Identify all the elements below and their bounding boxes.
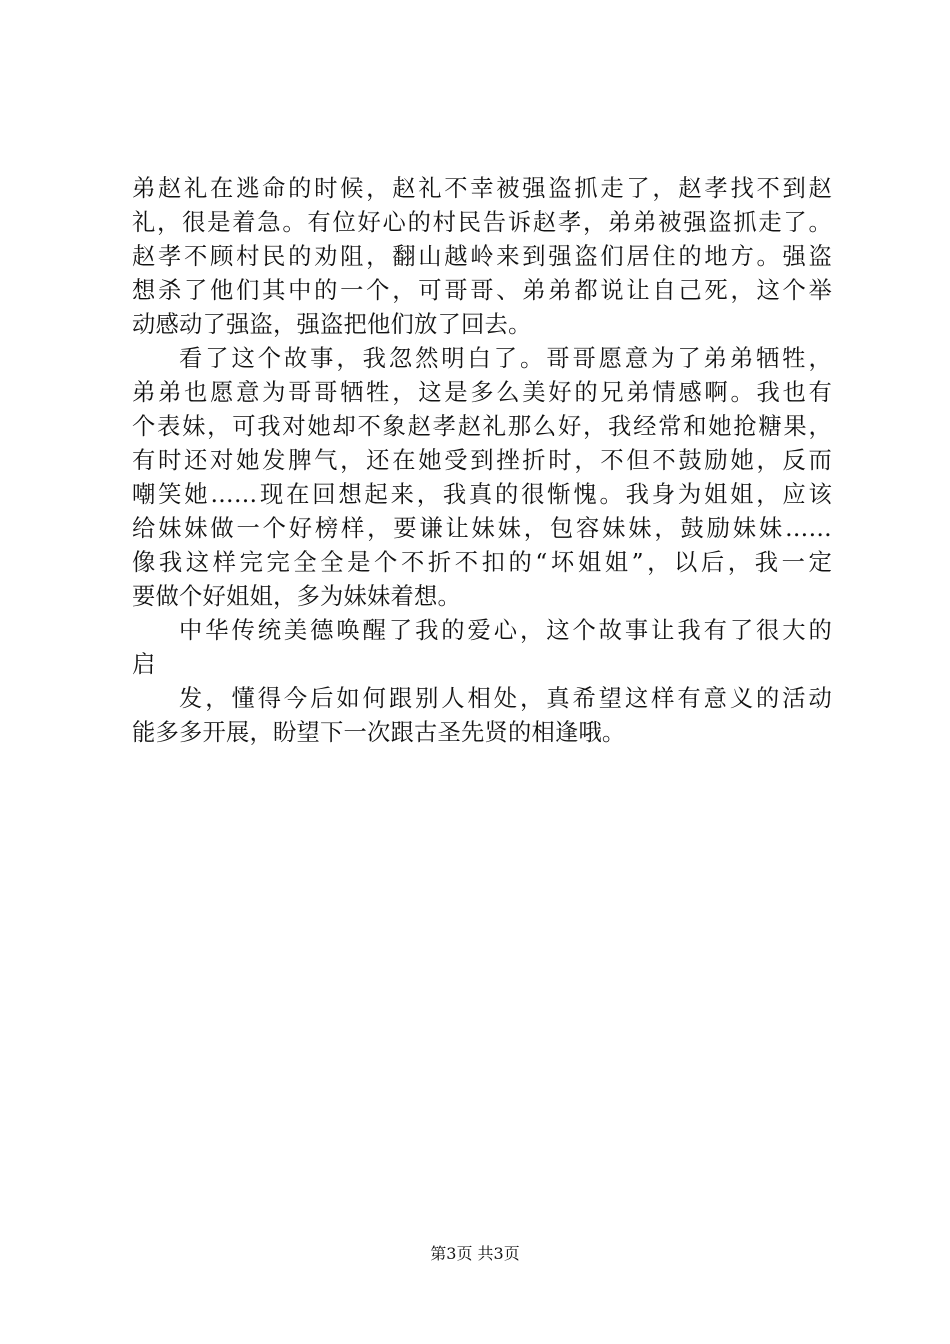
text-line: 发，懂得今后如何跟别人相处，真希望这样有意义的活动 — [179, 685, 832, 712]
text-line: 动感动了强盗，强盗把他们放了回去。 — [132, 311, 532, 338]
text-line: 有时还对她发脾气，还在她受到挫折时，不但不鼓励她，反而 — [132, 447, 832, 474]
text-line: 看了这个故事，我忽然明白了。哥哥愿意为了弟弟牺牲， — [179, 345, 832, 372]
text-line: 想杀了他们其中的一个，可哥哥、弟弟都说让自己死，这个举 — [132, 277, 832, 304]
text-line: 礼，很是着急。有位好心的村民告诉赵孝，弟弟被强盗抓走了。 — [132, 209, 832, 236]
text-line: 给妹妹做一个好榜样，要谦让妹妹，包容妹妹，鼓励妹妹…… — [132, 515, 832, 542]
text-line: 嘲笑她……现在回想起来，我真的很惭愧。我身为姐姐，应该 — [132, 481, 832, 508]
text-line: 中华传统美德唤醒了我的爱心，这个故事让我有了很大的 — [179, 617, 832, 644]
text-line: 像我这样完完全全是个不折不扣的“坏姐姐”，以后，我一定 — [132, 549, 832, 576]
body-text — [132, 172, 832, 750]
text-line: 要做个好姐姐，多为妹妹着想。 — [132, 583, 461, 610]
page-footer: 第3页 共3页 — [430, 1244, 520, 1263]
text-line: 弟弟也愿意为哥哥牺牲，这是多么美好的兄弟情感啊。我也有 — [132, 379, 832, 406]
text-line: 能多多开展，盼望下一次跟古圣先贤的相逢哦。 — [132, 719, 626, 746]
text-line: 弟赵礼在逃命的时候，赵礼不幸被强盗抓走了，赵孝找不到赵 — [132, 175, 832, 202]
text-line: 赵孝不顾村民的劝阻，翻山越岭来到强盗们居住的地方。强盗 — [132, 243, 832, 270]
text-line: 个表妹，可我对她却不象赵孝赵礼那么好，我经常和她抢糖果， — [132, 413, 832, 440]
text-line: 启 — [132, 651, 156, 678]
